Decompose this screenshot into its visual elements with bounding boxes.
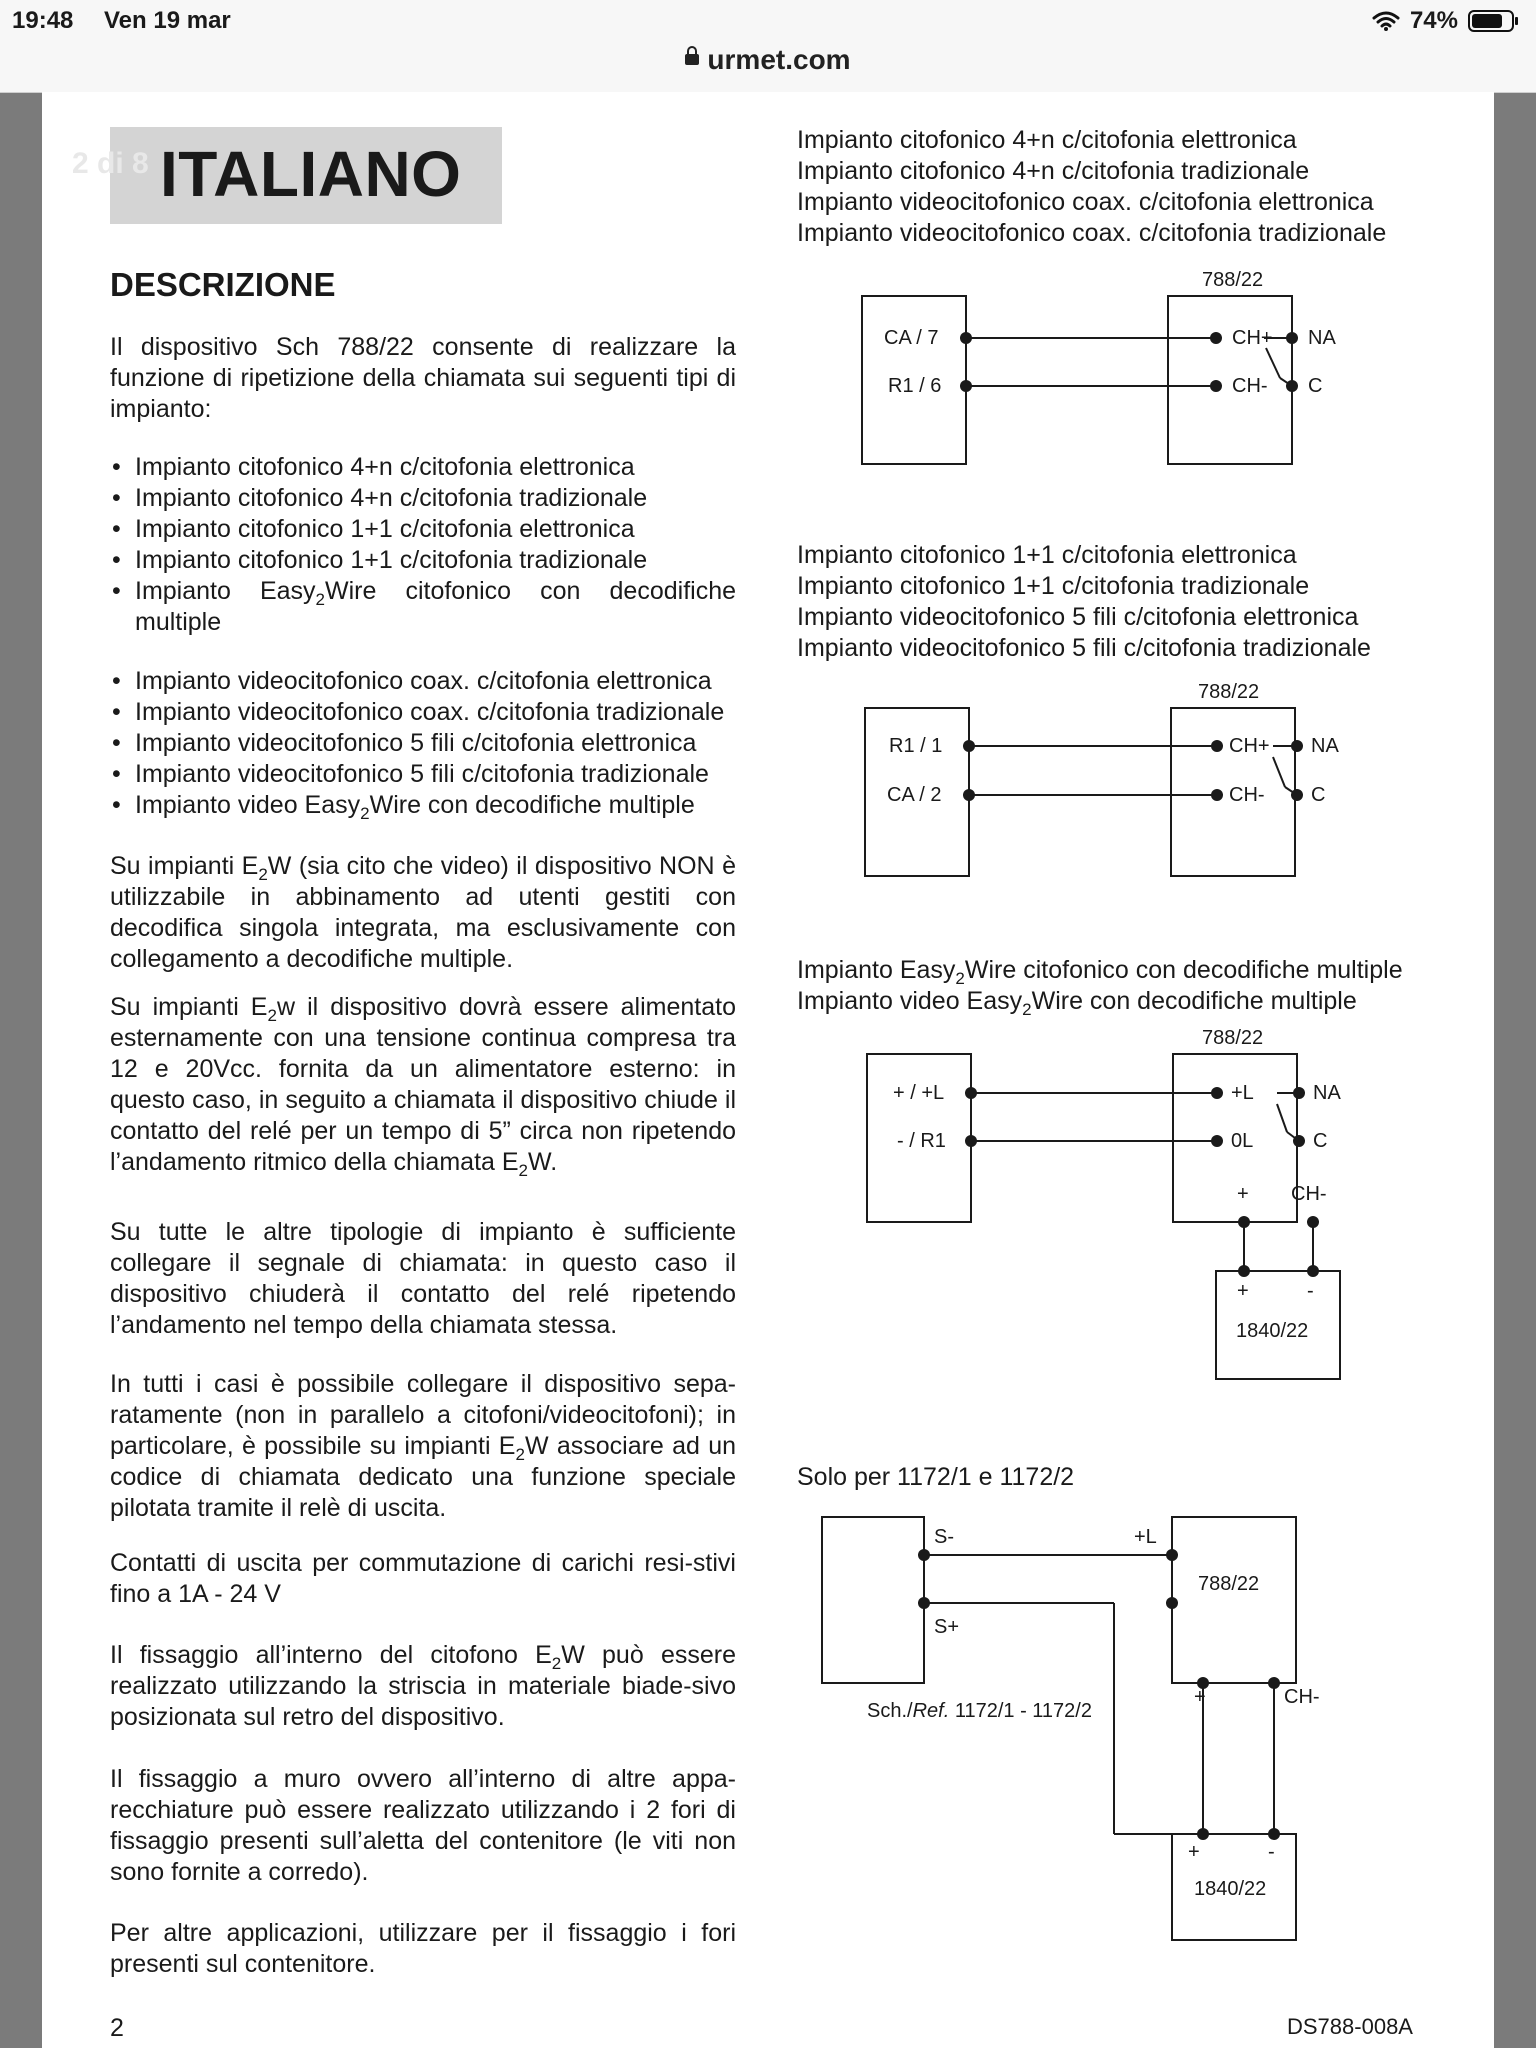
terminal-dot bbox=[1291, 789, 1303, 801]
power-supply-label: 1840/22 bbox=[1236, 1320, 1309, 1342]
device-label: 788/22 bbox=[1198, 1573, 1260, 1595]
pin-label: NA bbox=[1313, 1082, 1341, 1104]
paragraph-output-contacts: Contatti di uscita per commutazione di carichi resi-stivi fino a 1A - 24 V bbox=[110, 1549, 736, 1608]
system-list-2 bbox=[110, 666, 736, 821]
terminal-dot bbox=[1291, 740, 1303, 752]
pin-label: S+ bbox=[934, 1616, 960, 1638]
list-item: • Impianto videocitofonico 5 fili c/citofonia elettronica bbox=[110, 728, 736, 759]
status-date: Ven 19 mar bbox=[104, 7, 231, 34]
terminal-label: CA / 2 bbox=[887, 784, 942, 806]
address-bar[interactable] bbox=[0, 42, 1536, 93]
battery-percent: 74% bbox=[1409, 7, 1458, 34]
wiring-diagram-1 bbox=[862, 264, 1422, 464]
pin-label: + bbox=[1237, 1280, 1249, 1302]
terminal-dot bbox=[1211, 740, 1223, 752]
status-time: 19:48 bbox=[12, 7, 74, 34]
device-box bbox=[1168, 296, 1292, 464]
pin-label: + bbox=[1188, 1841, 1200, 1863]
page-indicator: 2 di 8 bbox=[72, 147, 149, 180]
schematic-reference: Sch./Ref. 1172/1 - 1172/2 bbox=[867, 1700, 1092, 1722]
device-box bbox=[1172, 1517, 1296, 1683]
pin-label: 0L bbox=[1231, 1130, 1254, 1152]
terminal-dot bbox=[1286, 380, 1298, 392]
terminal-dot bbox=[963, 789, 975, 801]
terminal-label: + / +L bbox=[893, 1082, 945, 1104]
intro-paragraph: Il dispositivo Sch 788/22 consente di realizzare la funzione di ripetizione della chiamata sui seguenti tipi di impianto: bbox=[110, 333, 736, 423]
relay-switch bbox=[1277, 1104, 1287, 1132]
pin-label: CH- bbox=[1291, 1183, 1327, 1205]
wifi-icon bbox=[1372, 10, 1400, 32]
terminal-label: R1 / 1 bbox=[889, 735, 943, 757]
terminal-dot bbox=[918, 1549, 930, 1561]
pin-label: CH- bbox=[1284, 1686, 1320, 1708]
pin-label: CH- bbox=[1229, 784, 1265, 806]
url-text: urmet.com bbox=[707, 44, 851, 75]
pin-label: S- bbox=[934, 1526, 954, 1548]
pin-label: CH+ bbox=[1229, 735, 1270, 757]
paragraph-fixing-wall: Il fissaggio a muro ovvero all’interno di altre appa-recchiature può essere realizzato utilizzando i 2 fori di fissaggio presenti sull’aletta del contenitore (le viti non sono fornite a corredo). bbox=[110, 1765, 736, 1886]
list-item: • Impianto citofonico 4+n c/citofonia elettronica bbox=[110, 452, 736, 483]
pin-label: + bbox=[1194, 1686, 1206, 1708]
diagram2-caption: Impianto citofonico 1+1 c/citofonia elettronica Impianto citofonico 1+1 c/citofonia tradizionale Impianto videocitofonico 5 fili c/citofonia elettronica Impianto videocitofonico 5 fili c/citofonia tradizionale bbox=[797, 541, 1371, 662]
terminal-dot bbox=[963, 740, 975, 752]
wiring-diagram-2 bbox=[865, 675, 1425, 875]
list-item: • Impianto citofonico 1+1 c/citofonia elettronica bbox=[110, 514, 736, 545]
page-title: ITALIANO bbox=[160, 138, 462, 210]
paragraph-all-cases: In tutti i casi è possibile collegare il dispositivo sepa-ratamente (non in parallelo a citofoni/videocitofoni); in particolare, è possibile su impianti $E_2W$ associare ad un codice di chiamata dedicato una funzione speciale pilotata tramite il relè di uscita. bbox=[110, 1370, 736, 1522]
terminal-label: - / R1 bbox=[897, 1130, 946, 1152]
wiring-diagram-4 bbox=[822, 1517, 1422, 1977]
terminal-dot bbox=[1166, 1597, 1178, 1609]
device-label: 788/22 bbox=[1202, 269, 1264, 291]
pin-label: C bbox=[1308, 375, 1323, 397]
pin-label: +L bbox=[1134, 1526, 1157, 1548]
list-item: • Impianto Easy$_2$Wire citofonico con decodifiche multiple bbox=[110, 576, 736, 638]
pin-label: - bbox=[1307, 1280, 1314, 1302]
system-list-1 bbox=[110, 452, 736, 638]
diagram3-caption: Impianto Easy$_2$Wire citofonico con decodifiche multiple Impianto video Easy$_2$Wire con decodifiche multiple bbox=[797, 956, 1403, 1019]
terminal-dot bbox=[1166, 1549, 1178, 1561]
document-code: DS788-008A bbox=[1287, 2014, 1413, 2039]
list-item: • Impianto videocitofonico coax. c/citofonia elettronica bbox=[110, 666, 736, 697]
diagram4-caption: Solo per 1172/1 e 1172/2 bbox=[797, 1463, 1075, 1491]
terminal-dot bbox=[1286, 332, 1298, 344]
lock-icon bbox=[685, 54, 699, 65]
terminal-label: CA / 7 bbox=[884, 327, 939, 349]
document-page bbox=[42, 92, 1494, 2048]
paragraph-e2w-power: Su impianti $E_2w$ il dispositivo dovrà essere alimentato esternamente con una tensione continua compresa tra 12 e 20Vcc. fornita da un alimentatore esterno: in questo caso, in seguito a chiamata il dispositivo chiude il contatto del relé per un tempo di 5” circa non ripetendo l’andamento ritmico della chiamata $E_2W$. bbox=[110, 993, 736, 1180]
diagram1-caption: Impianto citofonico 4+n c/citofonia elettronica Impianto citofonico 4+n c/citofonia tradizionale Impianto videocitofonico coax. c/citofonia elettronica Impianto videocitofonico coax. c/citofonia tradizionale bbox=[797, 126, 1387, 247]
list-item: • Impianto videocitofonico coax. c/citofonia tradizionale bbox=[110, 697, 736, 728]
power-supply-label: 1840/22 bbox=[1194, 1878, 1267, 1900]
terminal-label: R1 / 6 bbox=[888, 375, 942, 397]
terminal-dot bbox=[1293, 1087, 1305, 1099]
device-label: 788/22 bbox=[1198, 681, 1260, 703]
paragraph-e2w-restriction: Su impianti $E_2W$ (sia cito che video) il dispositivo NON è utilizzabile in abbinamento ad utenti gestiti con decodifica singola integrata, ma esclusivamente con collegamento a decodifiche multiple. bbox=[110, 852, 736, 973]
relay-switch bbox=[1273, 757, 1285, 787]
terminal-dot bbox=[1211, 789, 1223, 801]
terminal-dot bbox=[1293, 1135, 1305, 1147]
paragraph-other-applications: Per altre applicazioni, utilizzare per il fissaggio i fori presenti sul contenitore. bbox=[110, 1919, 736, 1978]
pin-label: - bbox=[1268, 1841, 1275, 1863]
status-indicators bbox=[1372, 6, 1520, 36]
pin-label: +L bbox=[1231, 1082, 1254, 1104]
pin-label: + bbox=[1237, 1183, 1249, 1205]
url-display[interactable] bbox=[0, 42, 1536, 78]
terminal-dot bbox=[965, 1087, 977, 1099]
section-heading: DESCRIZIONE bbox=[110, 266, 336, 303]
battery-icon bbox=[1468, 9, 1520, 33]
device-label: 788/22 bbox=[1202, 1027, 1264, 1049]
terminal-dot bbox=[1211, 1087, 1223, 1099]
list-item: • Impianto citofonico 1+1 c/citofonia tradizionale bbox=[110, 545, 736, 576]
page-number: 2 bbox=[110, 2014, 124, 2042]
pin-label: NA bbox=[1311, 735, 1339, 757]
status-bar bbox=[0, 0, 1536, 42]
pin-label: C bbox=[1311, 784, 1326, 806]
terminal-dot bbox=[965, 1135, 977, 1147]
pin-label: C bbox=[1313, 1130, 1328, 1152]
pin-label: NA bbox=[1308, 327, 1336, 349]
terminal-dot bbox=[960, 332, 972, 344]
switchboard-box bbox=[822, 1517, 924, 1683]
terminal-dot bbox=[960, 380, 972, 392]
title-box bbox=[110, 127, 502, 224]
relay-switch bbox=[1266, 348, 1280, 378]
terminal-dot bbox=[1211, 1135, 1223, 1147]
list-item: • Impianto video Easy$_2$Wire con decodifiche multiple bbox=[110, 790, 736, 821]
wiring-diagram-3 bbox=[867, 1024, 1427, 1384]
terminal-dot bbox=[918, 1597, 930, 1609]
paragraph-fixing-intercom: Il fissaggio all’interno del citofono $E_2W$ può essere realizzato utilizzando la striscia in materiale biade-sivo posizionata sul retro del dispositivo. bbox=[110, 1641, 736, 1731]
list-item: • Impianto citofonico 4+n c/citofonia tradizionale bbox=[110, 483, 736, 514]
list-item: • Impianto videocitofonico 5 fili c/citofonia tradizionale bbox=[110, 759, 736, 790]
pin-label: CH+ bbox=[1232, 327, 1273, 349]
pin-label: CH- bbox=[1232, 375, 1268, 397]
paragraph-other-systems: Su tutte le altre tipologie di impianto è sufficiente collegare il segnale di chiamata: in questo caso il dispositivo chiuderà il contatto del relé ripetendo l’andamento nel tempo della chiamata stessa. bbox=[110, 1218, 736, 1339]
